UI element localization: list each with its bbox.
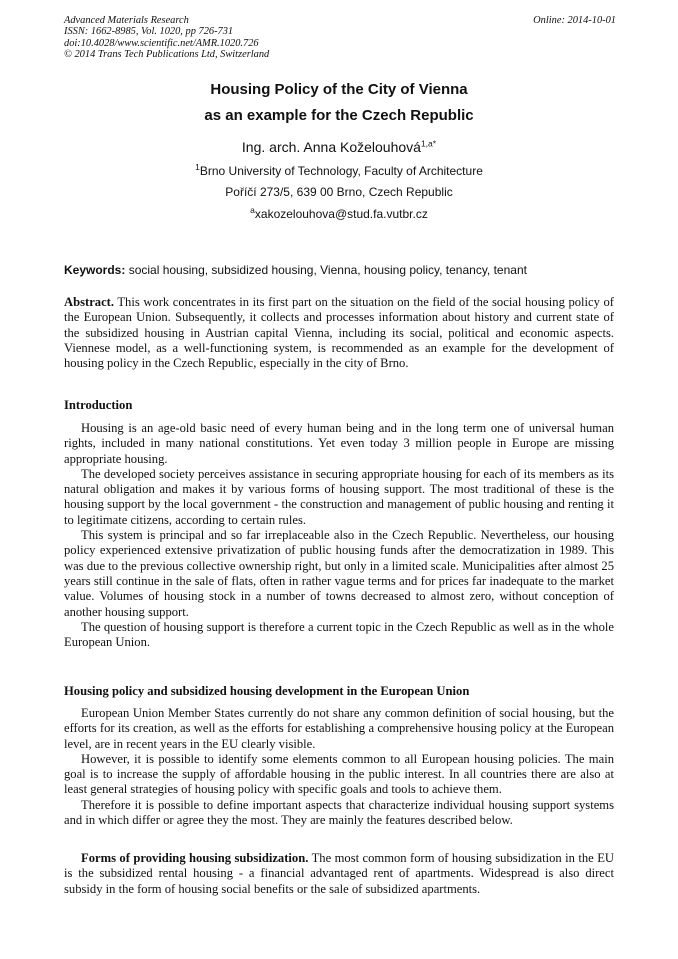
affiliation bbox=[0, 164, 678, 179]
paragraph: However, it is possible to identify some elements common to all European housing policies. The main goal is to increase the supply of affordable housing in the public interest. In all countries there are also at least general strategies of housing policy with specific goals and tools to achieve them. bbox=[64, 751, 614, 797]
affiliation-text: Brno University of Technology, Faculty of Architecture bbox=[199, 164, 483, 178]
eu-section-body bbox=[64, 706, 614, 828]
running-header bbox=[64, 15, 616, 61]
email[interactable]: xakozelouhova@stud.fa.vutbr.cz bbox=[254, 207, 428, 221]
paragraph: This system is principal and so far irreplaceable also in the Czech Republic. Nevertheless, our housing policy experienced extensive privatization of public housing funds after the democratization in 1989. This was due to the previous collective ownership right, but only in a limited scale. Municipalities after almost 25 years still continue in the sale of flats, often in rather vague terms and for prices far inadequate to the market value. Volumes of housing stock in a number of towns decreased to almost zero, without conception of another housing support. bbox=[64, 528, 614, 619]
affiliation-superscript: 1 bbox=[195, 162, 200, 172]
paragraph: The developed society perceives assistance in securing appropriate housing for each of its members as its natural obligation and makes it by various forms of housing support. The most traditional of these is the housing support by the local government - the construction and management of public housing and renting it to legitimate citizens, according to certain rules. bbox=[64, 466, 614, 527]
email-superscript: a bbox=[250, 205, 255, 215]
forms-label: Forms of providing housing subsidization. bbox=[81, 851, 309, 865]
forms-paragraph bbox=[64, 851, 614, 897]
paragraph: Housing is an age-old basic need of every human being and in the long term one of universal human rights, included in many national constitutions. Yet even today 3 million people in Europe are missing appropriate housing. bbox=[64, 421, 614, 466]
introduction-body bbox=[64, 421, 614, 650]
author-name: Ing. arch. Anna Koželouhová bbox=[241, 139, 421, 155]
keywords-text: social housing, subsidized housing, Vienna, housing policy, tenancy, tenant bbox=[125, 263, 527, 277]
paper-title-line-2: as an example for the Czech Republic bbox=[204, 107, 474, 124]
forms-text: The most common form of housing subsidization in the EU is the subsidized rental housing - a financial advantaged rent of apartments. Widespread is also direct subsidy in the form of housing social benefits or the sale of subsidized apartments. bbox=[64, 851, 615, 896]
paper-title-line-1: Housing Policy of the City of Vienna bbox=[210, 81, 468, 98]
abstract-label: Abstract. bbox=[64, 295, 115, 309]
keywords-label: Keywords: bbox=[64, 263, 126, 277]
keywords bbox=[64, 263, 624, 278]
copyright-line: © 2014 Trans Tech Publications Ltd, Switzerland bbox=[64, 49, 270, 61]
paragraph: European Union Member States currently do not share any common definition of social housing, but the efforts for its creation, as well as the efforts for establishing a comprehensive housing policy at the European level, are in recent years in the EU clearly visible. bbox=[64, 706, 614, 751]
author-superscript: 1,a* bbox=[420, 138, 437, 149]
email-line bbox=[0, 207, 678, 222]
abstract bbox=[64, 295, 614, 371]
issn-line: ISSN: 1662-8985, Vol. 1020, pp 726-731 bbox=[64, 26, 234, 38]
introduction-heading: Introduction bbox=[64, 398, 133, 412]
paragraph: Therefore it is possible to define important aspects that characterize individual housing support systems and in which differ or agree they the most. They are mainly the features described below. bbox=[64, 797, 614, 828]
online-date: Online: 2014-10-01 bbox=[533, 15, 616, 26]
paragraph: The question of housing support is therefore a current topic in the Czech Republic as well as in the whole European Union. bbox=[64, 619, 614, 650]
journal-name: Advanced Materials Research bbox=[64, 15, 189, 26]
address: Poříčí 273/5, 639 00 Brno, Czech Republic bbox=[225, 185, 453, 199]
doi-line: doi:10.4028/www.scientific.net/AMR.1020.726 bbox=[64, 37, 259, 49]
abstract-text: This work concentrates in its first part on the situation on the field of the social housing policy of the European Union. Subsequently, it collects and processes information about history and current state of the subsidized housing in Austrian capital Vienna, including its social, political and economic aspects. Viennese model, as a well-functioning system, is recommended as an example for the development of housing policy in the Czech Republic, especially in the city of Brno. bbox=[64, 295, 614, 371]
author-line bbox=[0, 138, 678, 156]
eu-section-heading: Housing policy and subsidized housing development in the European Union bbox=[64, 684, 470, 698]
